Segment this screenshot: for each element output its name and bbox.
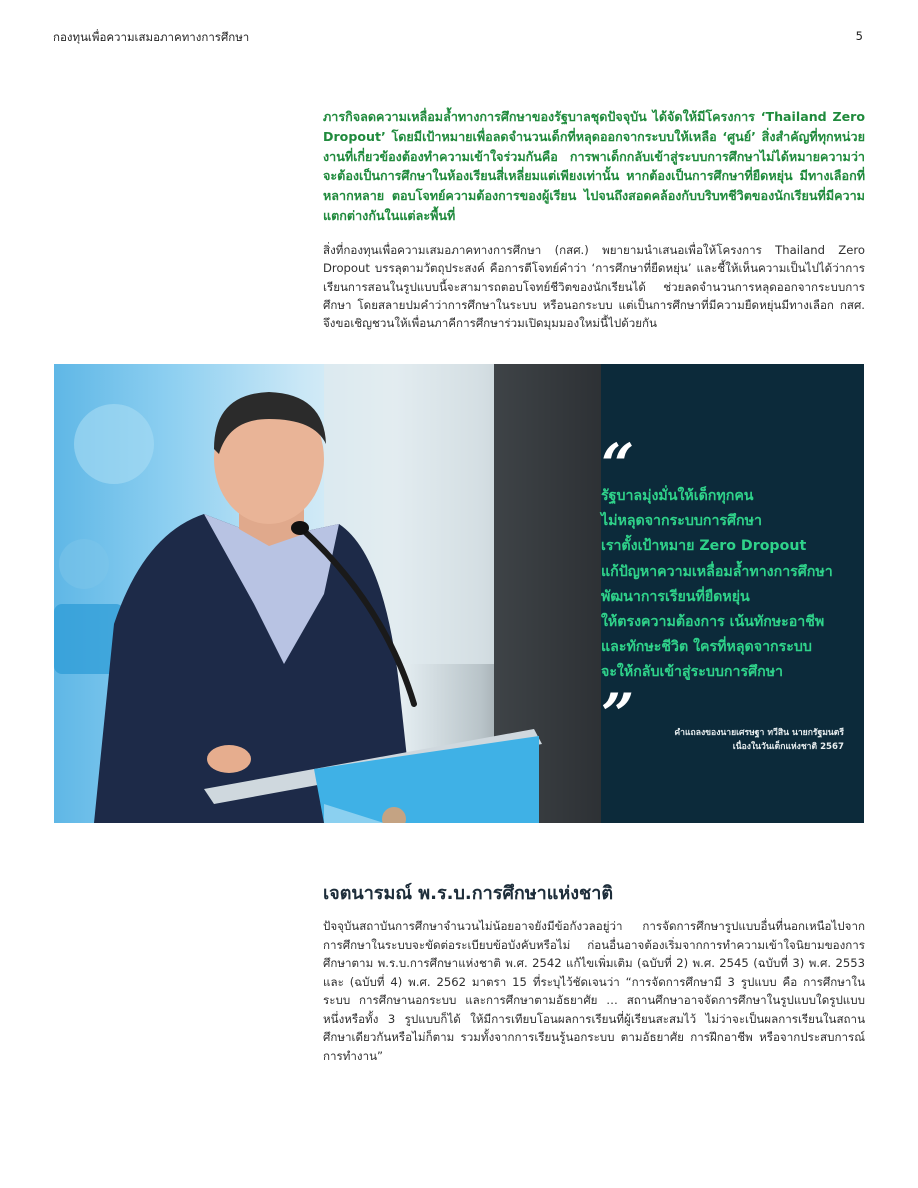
close-quote-mark: ”	[601, 681, 635, 749]
open-quote-mark: “	[601, 431, 635, 499]
speaker-photo-illustration	[54, 364, 601, 823]
quote-panel	[601, 364, 864, 823]
quote-line: พัฒนาการเรียนที่ยืดหยุ่น	[601, 588, 750, 605]
intro-paragraph: สิ่งที่กองทุนเพื่อความเสมอภาคทางการศึกษา (กสศ.) พยายามนำเสนอเพื่อให้โครงการ Thailand Zero Dropout บรรลุตามวัตถุประสงค์ คือการตีโจทย์คำว่า ‘การศึกษาที่ยืดหยุ่น’ และชี้ให้เห็นความเป็นไปได้ว่าการเรียนการสอนในรูปแบบนี้จะสามารถตอบโจทย์ชีวิตของนักเรียนได้ ช่วยลดจำนวนการหลุดออกจากระบบการศึกษา โดยสลายปมคำว่าการศึกษาในระบบ หรือนอกระบบ แต่เป็นการศึกษาที่มีความยืดหยุ่นมีทางเลือก กสศ. จึงขอเชิญชวนให้เพื่อนภาคีการศึกษาร่วมเปิดมุมมองใหม่นี้ไปด้วยกัน	[323, 243, 865, 331]
quote-attribution	[674, 726, 844, 754]
quote-line: รัฐบาลมุ่งมั่นให้เด็กทุกคน	[601, 488, 754, 504]
quote-line: และทักษะชีวิต ใครที่หลุดจากระบบ	[601, 639, 812, 656]
quote-line: เราตั้งเป้าหมาย Zero Dropout	[601, 538, 807, 555]
quote-line: จะให้กลับเข้าสู่ระบบการศึกษา	[601, 664, 784, 681]
section-title: เจตนารมณ์ พ.ร.บ.การศึกษาแห่งชาติ	[323, 883, 614, 904]
attribution-line: คำแถลงของนายเศรษฐา ทวีสิน นายกรัฐมนตรี	[674, 728, 844, 738]
section-body: ปัจจุบันสถาบันการศึกษาจำนวนไม่น้อยอาจยังมีข้อกังวลอยู่ว่า การจัดการศึกษารูปแบบอื่นที่นอกเหนือไปจากการศึกษาในระบบจะขัดต่อระเบียบข้อบังคับหรือไม่ ก่อนอื่นอาจต้องเริ่มจากการทำความเข้าใจนิยามของการศึกษาตาม พ.ร.บ.การศึกษาแห่งชาติ พ.ศ. 2542 แก้ไขเพิ่มเติม (ฉบับที่ 2) พ.ศ. 2545 (ฉบับที่ 3) พ.ศ. 2553 และ (ฉบับที่ 4) พ.ศ. 2562 มาตรา 15 ที่ระบุไว้ชัดเจนว่า “การจัดการศึกษามี 3 รูปแบบ คือ การศึกษาในระบบ การศึกษานอกระบบ และการศึกษาตามอัธยาศัย … สถานศึกษาอาจจัดการศึกษาในรูปแบบใดรูปแบบหนึ่งหรือทั้ง 3 รูปแบบก็ได้ ให้มีการเทียบโอนผลการเรียนที่ผู้เรียนสะสมไว้ ไม่ว่าจะเป็นผลการเรียนในสถานศึกษาเดียวกันหรือไม่ก็ตาม รวมทั้งจากการเรียนรู้นอกระบบ ตามอัธยาศัย การฝึกอาชีพ หรือจากประสบการณ์การทำงาน”	[323, 919, 865, 1063]
lead-paragraph: ภารกิจลดความเหลื่อมล้ำทางการศึกษาของรัฐบาลชุดปัจจุบัน ได้จัดให้มีโครงการ ‘Thailand Zero Dropout’ โดยมีเป้าหมายเพื่อลดจำนวนเด็กที่หลุดออกจากระบบให้เหลือ ‘ศูนย์’ สิ่งสำคัญที่ทุกหน่วยงานที่เกี่ยวข้องต้องทำความเข้าใจร่วมกันคือ การพาเด็กกลับเข้าสู่ระบบการศึกษาไม่ได้หมายความว่าจะต้องเป็นการศึกษาในห้องเรียนสี่เหลี่ยมแต่เพียงเท่านั้น หากต้องเป็นการศึกษาที่ยืดหยุ่น มีทางเลือกที่หลากหลาย ตอบโจทย์ความต้องการของผู้เรียน ไปจนถึงสอดคล้องกับบริบทชีวิตของนักเรียนที่มีความแตกต่างกันในแต่ละพื้นที่	[323, 109, 865, 223]
feature-block	[54, 364, 864, 823]
quote-line: ไม่หลุดจากระบบการศึกษา	[601, 513, 762, 530]
quote-line: แก้ปัญหาความเหลื่อมล้ำทางการศึกษา	[601, 563, 833, 580]
running-header: กองทุนเพื่อความเสมอภาคทางการศึกษา	[53, 30, 250, 44]
speaker-photo	[54, 364, 601, 823]
attribution-line: เนื่องในวันเด็กแห่งชาติ 2567	[732, 742, 844, 752]
page-number: 5	[855, 29, 863, 43]
quote-text	[601, 484, 861, 686]
quote-line: ให้ตรงความต้องการ เน้นทักษะอาชีพ	[601, 614, 825, 631]
